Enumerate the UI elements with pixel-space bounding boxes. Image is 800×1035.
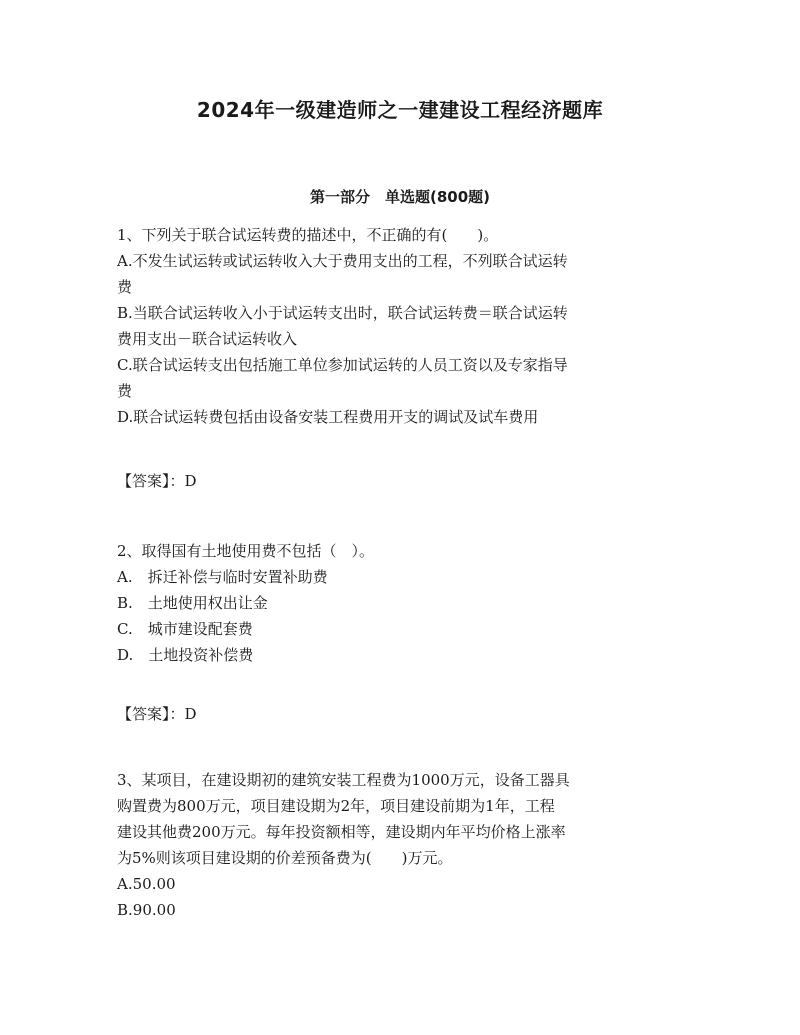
question-stem: 1、下列关于联合试运转费的描述中，不正确的有( )。: [117, 226, 499, 244]
option-a: A. 拆迁补偿与临时安置补助费: [117, 568, 328, 586]
answer-text: 【答案】：D: [117, 472, 197, 490]
question-2: [117, 538, 677, 668]
answer-text: 【答案】：D: [117, 705, 197, 723]
option-b-line-2: 费用支出－联合试运转收入: [117, 330, 298, 348]
question-stem: 2、取得国有土地使用费不包括（ ）。: [117, 542, 375, 560]
document-title: 2024年一级建造师之一建建设工程经济题库: [196, 98, 604, 122]
question-stem-line-2: 购置费为800万元，项目建设期为2年，项目建设前期为1年，工程: [117, 797, 555, 815]
option-d: D. 土地投资补偿费: [117, 646, 254, 664]
answer-1: [117, 468, 677, 494]
question-stem-line-1: 3、某项目，在建设期初的建筑安装工程费为1000万元，设备工器具: [117, 771, 570, 789]
question-stem-line-3: 建设其他费200万元。每年投资额相等，建设期内年平均价格上涨率: [117, 823, 566, 841]
option-b: B. 土地使用权出让金: [117, 594, 268, 612]
option-b-line-1: B.当联合试运转收入小于试运转支出时，联合试运转费＝联合试运转: [117, 304, 568, 322]
option-a: A.50.00: [117, 875, 176, 893]
question-3: [117, 767, 677, 923]
option-b: B.90.00: [117, 901, 176, 919]
answer-2: [117, 701, 677, 727]
option-c-line-1: C.联合试运转支出包括施工单位参加试运转的人员工资以及专家指导: [117, 356, 568, 374]
section-heading: 第一部分 单选题(800题): [309, 188, 491, 206]
option-a-line-1: A.不发生试运转或试运转收入大于费用支出的工程，不列联合试运转: [117, 252, 568, 270]
question-1: [117, 222, 677, 430]
question-stem-line-4: 为5%则该项目建设期的价差预备费为( )万元。: [117, 849, 453, 867]
option-c-line-2: 费: [117, 382, 133, 400]
option-d-line-1: D.联合试运转费包括由设备安装工程费用开支的调试及试车费用: [117, 408, 539, 426]
option-c: C. 城市建设配套费: [117, 620, 253, 638]
option-a-line-2: 费: [117, 278, 133, 296]
